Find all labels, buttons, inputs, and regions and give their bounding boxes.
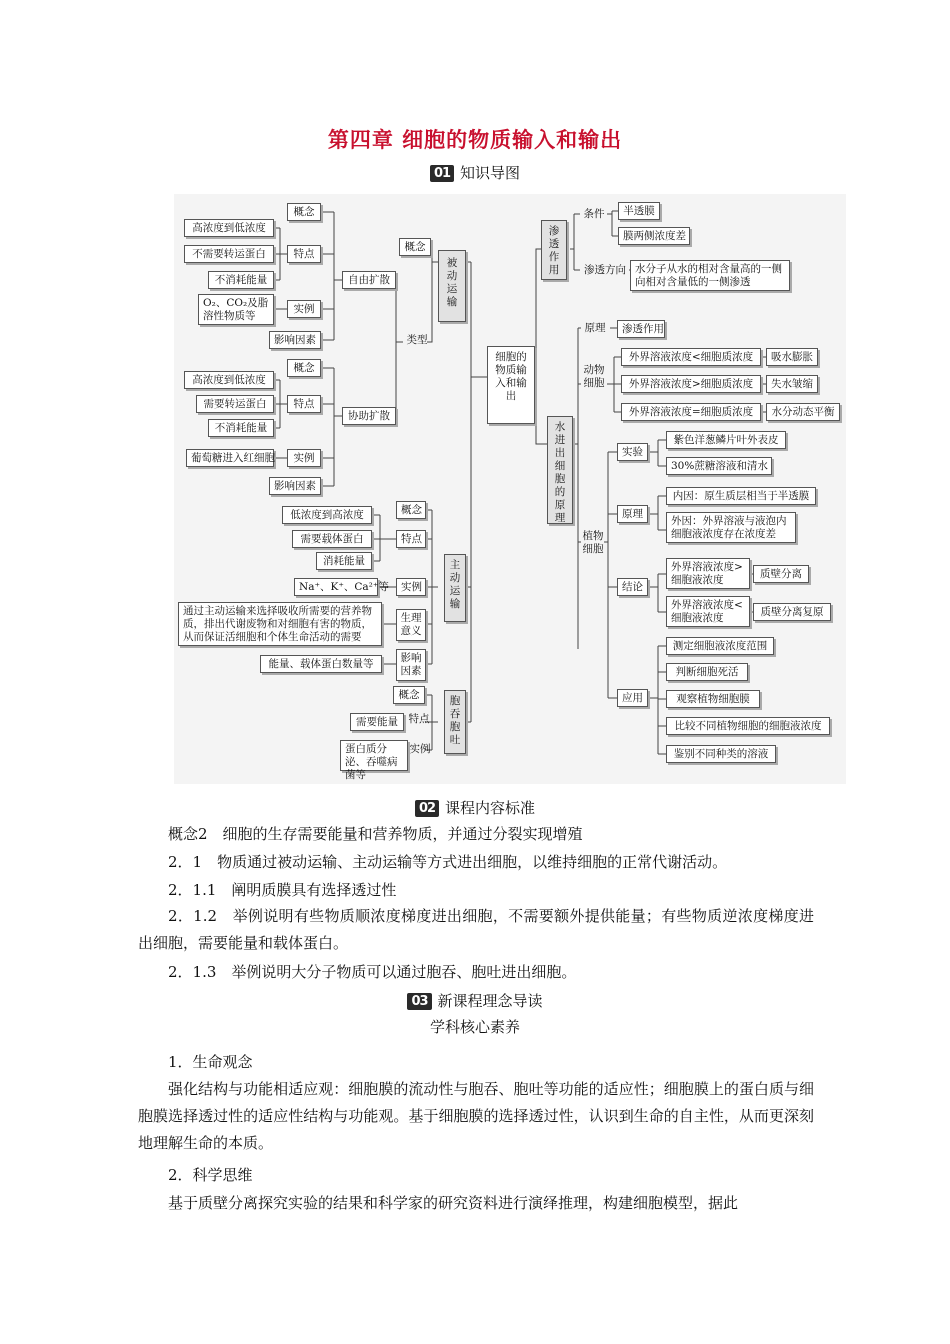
section-heading-3 bbox=[0, 990, 950, 1011]
free-factors: 影响因素 bbox=[269, 331, 321, 349]
plant-principle-internal: 内因：原生质层相当于半透膜 bbox=[666, 487, 816, 505]
conclusion-result-1: 质壁分离 bbox=[753, 565, 809, 583]
osmosis-node: 渗透作用 bbox=[541, 220, 567, 280]
application-2: 判断细胞死活 bbox=[666, 663, 748, 681]
water-principle-text: 渗透作用 bbox=[617, 320, 665, 338]
section-label: 课程内容标准 bbox=[445, 799, 536, 817]
conclusion-condition-1: 外界溶液浓度>细胞液浓度 bbox=[666, 558, 750, 589]
facilitated-features: 特点 bbox=[287, 395, 321, 413]
animal-cell-label: 动物细胞 bbox=[583, 364, 605, 389]
animal-result-3: 水分动态平衡 bbox=[766, 403, 840, 421]
chapter-title: 第四章 细胞的物质输入和输出 bbox=[327, 127, 623, 152]
active-factors: 影响因素 bbox=[396, 649, 426, 681]
endo-example-label: 实例 bbox=[409, 743, 431, 755]
endo-features-label: 特点 bbox=[408, 713, 430, 725]
standard-2-1-1: 2．1.1 阐明质膜具有选择透过性 bbox=[168, 881, 397, 899]
plant-conclusion: 结论 bbox=[617, 578, 648, 596]
facilitated-example-text: 葡萄糖进入红细胞 bbox=[186, 449, 274, 467]
passive-transport-node: 被动运输 bbox=[438, 250, 466, 322]
section-number-badge: 03 bbox=[407, 993, 431, 1010]
active-feature-2: 需要载体蛋白 bbox=[292, 530, 372, 548]
core-literacy-subtitle: 学科核心素养 bbox=[429, 1018, 520, 1036]
facilitated-concept: 概念 bbox=[287, 359, 321, 377]
free-example-text: O₂、CO₂及脂溶性物质等 bbox=[198, 294, 274, 325]
active-meaning-text: 通过主动运输来选择吸收所需要的营养物质，排出代谢废物和对细胞有害的物质，从而保证活细胞和个体生命活动的需要 bbox=[178, 602, 382, 646]
application-4: 比较不同植物细胞的细胞液浓度 bbox=[666, 717, 830, 735]
plant-principle-external: 外因：外界溶液与液泡内细胞液浓度存在浓度差 bbox=[666, 512, 796, 543]
water-principle-label: 原理 bbox=[584, 322, 606, 334]
plant-principle: 原理 bbox=[617, 505, 648, 523]
knowledge-map bbox=[174, 194, 846, 784]
facilitated-factors: 影响因素 bbox=[269, 477, 321, 495]
standard-2-1-2: 2．1.2 举例说明有些物质顺浓度梯度进出细胞，不需要额外提供能量；有些物质逆浓度梯度进出细胞，需要能量和载体蛋白。 bbox=[138, 907, 814, 952]
conclusion-result-2: 质壁分离复原 bbox=[753, 603, 831, 621]
passive-concept: 概念 bbox=[399, 238, 431, 256]
active-example-text: Na⁺、K⁺、Ca²⁺等 bbox=[294, 578, 378, 596]
application-1: 测定细胞液浓度范围 bbox=[666, 637, 774, 655]
facilitated-feature-2: 需要转运蛋白 bbox=[196, 395, 274, 413]
passive-types-label: 类型 bbox=[406, 334, 428, 346]
map-center-node: 细胞的物质输入和输出 bbox=[487, 346, 535, 424]
active-transport-node: 主动运输 bbox=[444, 554, 466, 622]
free-feature-1: 高浓度到低浓度 bbox=[184, 219, 274, 237]
facilitated-feature-3: 不消耗能量 bbox=[208, 419, 274, 437]
free-example: 实例 bbox=[287, 300, 321, 318]
conclusion-condition-2: 外界溶液浓度<细胞液浓度 bbox=[666, 596, 750, 627]
free-features: 特点 bbox=[287, 245, 321, 263]
osmosis-direction-text: 水分子从水的相对含量高的一侧向相对含量低的一侧渗透 bbox=[630, 260, 790, 291]
free-feature-2: 不需要转运蛋白 bbox=[184, 245, 274, 263]
experiment-item-2: 30%蔗糖溶液和清水 bbox=[666, 457, 772, 475]
active-factors-text: 能量、载体蛋白数量等 bbox=[260, 655, 382, 673]
osmosis-direction-label: 渗透方向 bbox=[584, 264, 626, 276]
active-concept: 概念 bbox=[396, 501, 426, 519]
animal-result-1: 吸水膨胀 bbox=[766, 348, 818, 366]
section-heading-2 bbox=[0, 797, 950, 818]
plant-experiment: 实验 bbox=[617, 443, 648, 461]
section-label: 知识导图 bbox=[460, 164, 521, 182]
literacy-paragraph-2: 基于质壁分离探究实验的结果和科学家的研究资料进行演绎推理，构建细胞模型，据此 bbox=[168, 1194, 739, 1212]
active-example: 实例 bbox=[396, 578, 426, 596]
active-features: 特点 bbox=[396, 530, 426, 548]
endo-exo-node: 胞吞胞吐 bbox=[444, 690, 466, 754]
section-heading-1 bbox=[0, 162, 950, 183]
literacy-heading-2: 2．科学思维 bbox=[168, 1166, 253, 1184]
standard-concept: 概念2 细胞的生存需要能量和营养物质，并通过分裂实现增殖 bbox=[168, 825, 583, 843]
endo-example-text: 蛋白质分泌、吞噬病菌等 bbox=[340, 740, 408, 771]
water-principle-node: 水进出细胞的原理 bbox=[547, 416, 573, 524]
section-label: 新课程理念导读 bbox=[437, 992, 543, 1010]
active-feature-3: 消耗能量 bbox=[316, 552, 372, 570]
application-3: 观察植物细胞膜 bbox=[666, 690, 760, 708]
osmosis-condition-2: 膜两侧浓度差 bbox=[618, 227, 690, 245]
animal-condition-3: 外界溶液浓度=细胞质浓度 bbox=[621, 403, 761, 421]
standard-2-1: 2．1 物质通过被动运输、主动运输等方式进出细胞，以维持细胞的正常代谢活动。 bbox=[168, 853, 728, 871]
facilitated-feature-1: 高浓度到低浓度 bbox=[184, 371, 274, 389]
facilitated-diffusion-node: 协助扩散 bbox=[342, 407, 396, 425]
active-feature-1: 低浓度到高浓度 bbox=[282, 506, 372, 524]
free-feature-3: 不消耗能量 bbox=[208, 271, 274, 289]
endo-concept: 概念 bbox=[393, 686, 425, 704]
animal-condition-2: 外界溶液浓度>细胞质浓度 bbox=[621, 375, 761, 393]
facilitated-example: 实例 bbox=[287, 449, 321, 467]
osmosis-condition-1: 半透膜 bbox=[618, 202, 660, 220]
standard-2-1-3: 2．1.3 举例说明大分子物质可以通过胞吞、胞吐进出细胞。 bbox=[168, 963, 577, 981]
active-meaning: 生理意义 bbox=[396, 609, 426, 641]
experiment-item-1: 紫色洋葱鳞片叶外表皮 bbox=[666, 431, 786, 449]
animal-condition-1: 外界溶液浓度<细胞质浓度 bbox=[621, 348, 761, 366]
application-5: 鉴别不同种类的溶液 bbox=[666, 745, 776, 763]
endo-feature-1: 需要能量 bbox=[350, 713, 404, 731]
section-number-badge: 01 bbox=[430, 165, 454, 182]
plant-application: 应用 bbox=[617, 689, 648, 707]
literacy-heading-1: 1．生命观念 bbox=[168, 1053, 253, 1071]
free-diffusion-node: 自由扩散 bbox=[342, 271, 396, 289]
plant-cell-label: 植物细胞 bbox=[582, 530, 604, 555]
section-number-badge: 02 bbox=[415, 800, 439, 817]
osmosis-condition-label: 条件 bbox=[583, 208, 605, 220]
free-concept: 概念 bbox=[287, 203, 321, 221]
literacy-paragraph-1: 强化结构与功能相适应观：细胞膜的流动性与胞吞、胞吐等功能的适应性；细胞膜上的蛋白质与细胞膜选择透过性的适应性结构与功能观。基于细胞膜的选择透过性，认识到生命的自主性，从而更深刻地理解生命的本质。 bbox=[138, 1080, 814, 1152]
animal-result-2: 失水皱缩 bbox=[766, 375, 818, 393]
